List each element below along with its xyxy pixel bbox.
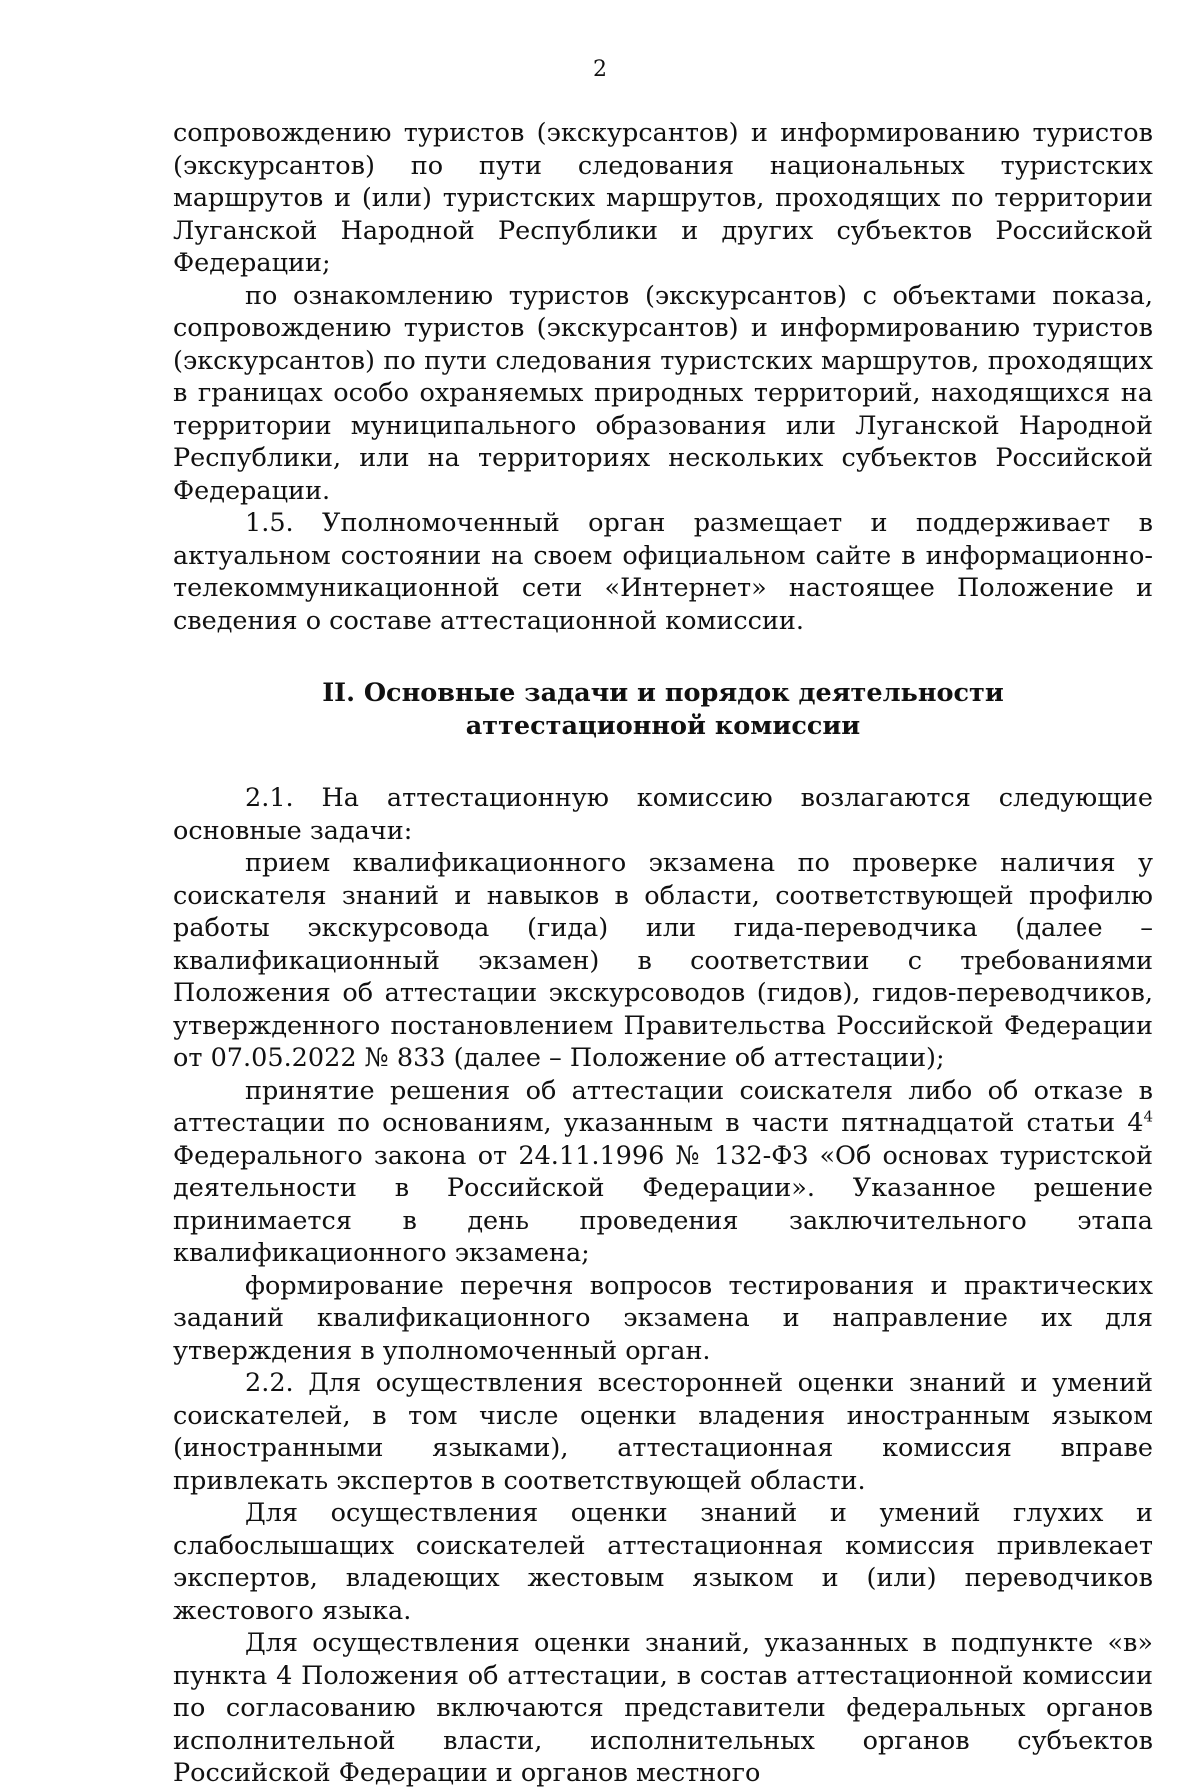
paragraph-2-2: 2.2. Для осуществления всесторонней оценки знаний и умений соискателей, в том числе оценки владения иностранным языком (иностранными языками), аттестационная комиссия вправе привлекать экспертов в соответствующей области. <box>173 1368 1153 1496</box>
section-heading <box>173 677 1153 742</box>
paragraph-1-5: 1.5. Уполномоченный орган размещает и поддерживает в актуальном состоянии на своем официальном сайте в информационно-телекоммуникационной сети «Интернет» настоящее Положение и сведения о составе аттестационной комиссии. <box>173 508 1153 636</box>
section-heading-line-2: аттестационной комиссии <box>465 710 861 741</box>
paragraph-prinyatie-part-2: Федерального закона от 24.11.1996 № 132-ФЗ «Об основах туристской деятельности в Российской Федерации». Указанное решение принимается в день проведения заключительного этапа квалификационного экзамена; <box>173 1140 1153 1268</box>
paragraph-prinyatie <box>173 1075 1153 1270</box>
section-heading-line-1: II. Основные задачи и порядок деятельности <box>322 678 1004 708</box>
paragraph-continuation: сопровождению туристов (экскурсантов) и информированию туристов (экскурсантов) по пути следования национальных туристских маршрутов и (или) туристских маршрутов, проходящих по территории Луганской Народной Республики и других субъектов Российской Федерации; <box>173 118 1153 278</box>
paragraph-prinyatie-part-1: принятие решения об аттестации соискателя либо об отказе в аттестации по основаниям, указанным в части пятнадцатой статьи 4 <box>173 1075 1153 1138</box>
paragraph-2-1: 2.1. На аттестационную комиссию возлагаются следующие основные задачи: <box>173 783 1153 846</box>
article-superscript: 4 <box>1143 1107 1153 1126</box>
paragraph-priem: прием квалификационного экзамена по проверке наличия у соискателя знаний и навыков в области, соответствующей профилю работы экскурсовода (гида) или гида-переводчика (далее – квалификационный экзамен) в соответствии с требованиями Положения об аттестации экскурсоводов (гидов), гидов-переводчиков, утвержденного постановлением Правительства Российской Федерации от 07.05.2022 № 833 (далее – Положение об аттестации); <box>173 848 1153 1073</box>
paragraph-podpunkt-v: Для осуществления оценки знаний, указанных в подпункте «в» пункта 4 Положения об аттестации, в состав аттестационной комиссии по согласованию включаются представители федеральных органов исполнительной власти, исполнительных органов субъектов Российской Федерации и органов местного <box>173 1628 1153 1788</box>
page-number: 2 <box>593 57 607 82</box>
document-body <box>173 117 1153 1790</box>
paragraph-formirovanie: формирование перечня вопросов тестирования и практических заданий квалификационного экзамена и направление их для утверждения в уполномоченный орган. <box>173 1270 1153 1366</box>
paragraph-znakomlenie: по ознакомлению туристов (экскурсантов) с объектами показа, сопровождению туристов (экскурсантов) и информированию туристов (экскурсантов) по пути следования туристских маршрутов, проходящих в границах особо охраняемых природных территорий, находящихся на территории муниципального образования или Луганской Народной Республики, или на территориях нескольких субъектов Российской Федерации. <box>173 280 1153 506</box>
paragraph-gluhie: Для осуществления оценки знаний и умений глухих и слабослышащих соискателей аттестационная комиссия привлекает экспертов, владеющих жестовым языком и (или) переводчиков жестового языка. <box>173 1498 1153 1626</box>
